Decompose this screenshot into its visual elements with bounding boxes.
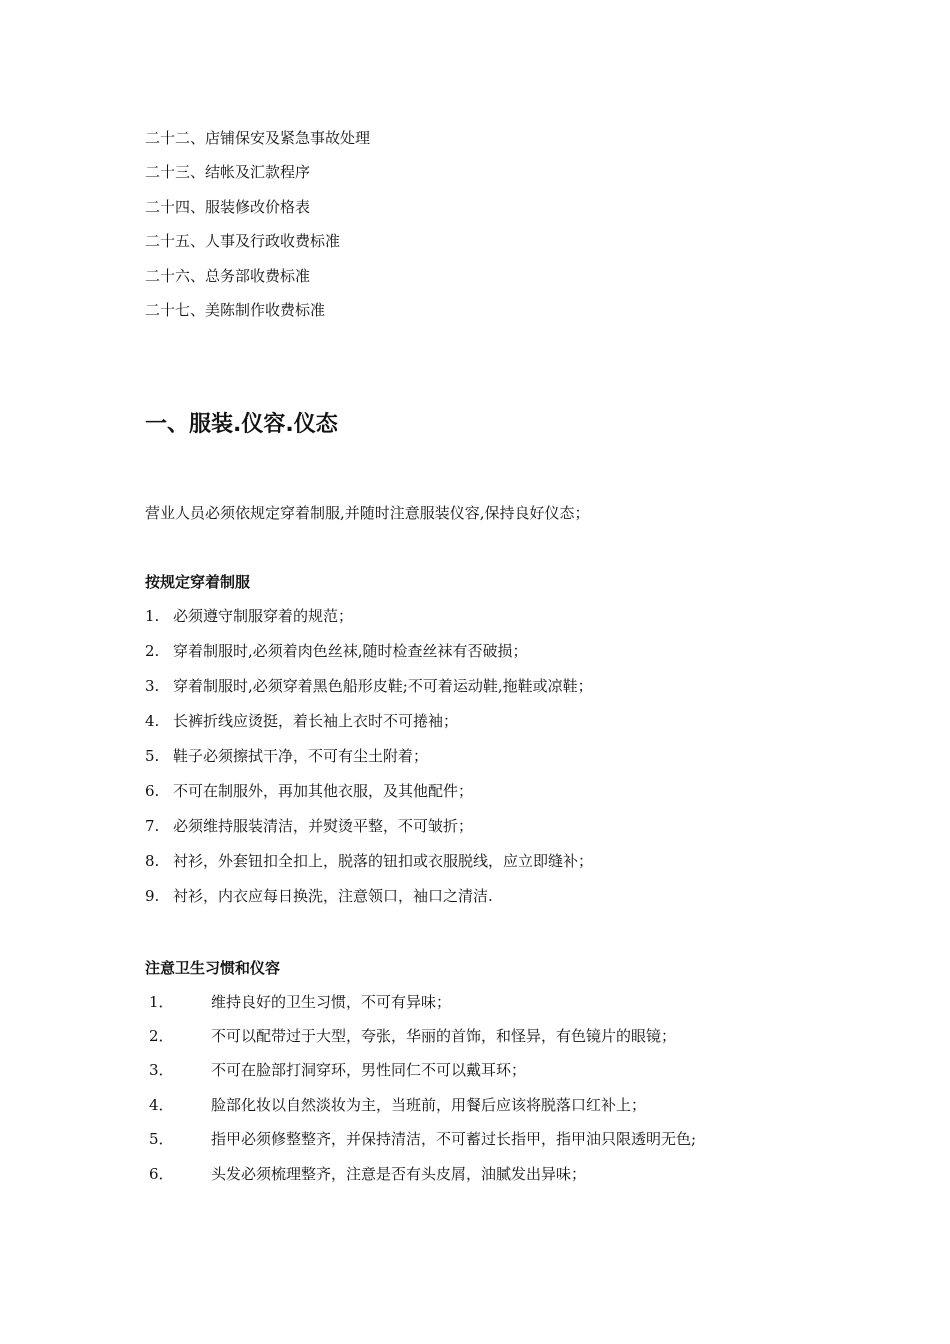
list-number: 5． (149, 1130, 174, 1148)
list-item (145, 676, 593, 696)
list-number: 6． (149, 1165, 174, 1183)
list-text: 长裤折线应烫挺，着长袖上衣时不可捲袖； (173, 712, 459, 730)
list-number: 7. (145, 817, 160, 835)
list-item (145, 781, 473, 801)
list-text: 穿着制服时,必须着肉色丝袜,随时检查丝袜有否破损； (173, 642, 528, 660)
list-number: 2． (149, 1027, 174, 1045)
list-text: 必须遵守制服穿着的规范； (173, 607, 354, 625)
list-number: 3. (145, 677, 160, 695)
list-item (145, 606, 353, 626)
section-intro: 营业人员必须依规定穿着制服,并随时注意服装仪容,保持良好仪态； (145, 504, 590, 522)
list-text: 鞋子必须擦拭干净，不可有尘土附着； (173, 747, 429, 765)
list-number: 3． (149, 1061, 174, 1079)
list-item (145, 1060, 526, 1080)
list-text: 不可以配带过于大型，夸张，华丽的首饰，和怪异，有色镜片的眼镜； (211, 1027, 677, 1045)
list-item (145, 1095, 646, 1115)
list-number: 5. (145, 747, 160, 765)
hygiene-heading: 注意卫生习惯和仪容 (145, 959, 281, 977)
list-text: 脸部化妆以自然淡妆为主，当班前，用餐后应该将脱落口红补上； (211, 1096, 647, 1114)
toc-item: 二十三、结帐及汇款程序 (145, 163, 311, 181)
list-text: 必须维持服装清洁，并熨烫平整，不可皱折； (173, 817, 474, 835)
list-text: 不可在脸部打洞穿环，男性同仁不可以戴耳环； (211, 1061, 527, 1079)
list-item (145, 711, 458, 731)
toc-item: 二十五、人事及行政收费标准 (145, 232, 341, 250)
list-text: 衬衫，外套钮扣全扣上，脱落的钮扣或衣服脱线，应立即缝补； (173, 852, 594, 870)
toc-item: 二十六、总务部收费标准 (145, 267, 311, 285)
list-item (145, 886, 493, 906)
list-number: 1. (145, 607, 160, 625)
section-title: 一、服装.仪容.仪态 (145, 412, 338, 437)
list-number: 1． (149, 993, 174, 1011)
list-item (145, 1164, 586, 1184)
list-number: 2. (145, 642, 160, 660)
list-item (145, 641, 528, 661)
list-item (145, 992, 451, 1012)
list-text: 穿着制服时,必须穿着黑色船形皮鞋;不可着运动鞋,拖鞋或凉鞋； (173, 677, 593, 695)
list-number: 6. (145, 782, 160, 800)
toc-item: 二十四、服装修改价格表 (145, 198, 311, 216)
list-text: 衬衫，内衣应每日换洗，注意领口，袖口之清洁. (173, 887, 493, 905)
list-text: 不可在制服外，再加其他衣服，及其他配件； (173, 782, 474, 800)
list-number: 8. (145, 852, 160, 870)
list-text: 指甲必须修整整齐，并保持清洁，不可蓄过长指甲，指甲油只限透明无色; (211, 1130, 697, 1148)
list-number: 4． (149, 1096, 174, 1114)
toc-item: 二十二、店铺保安及紧急事故处理 (145, 129, 371, 147)
list-item (145, 1026, 676, 1046)
list-text: 头发必须梳理整齐，注意是否有头皮屑，油腻发出异味； (211, 1165, 587, 1183)
list-item (145, 851, 593, 871)
list-number: 4. (145, 712, 160, 730)
list-item (145, 746, 428, 766)
list-item (145, 816, 473, 836)
list-item (145, 1129, 696, 1149)
toc-item: 二十七、美陈制作收费标准 (145, 301, 326, 319)
uniform-heading: 按规定穿着制服 (145, 573, 251, 591)
list-text: 维持良好的卫生习惯，不可有异味； (211, 993, 452, 1011)
list-number: 9. (145, 887, 160, 905)
